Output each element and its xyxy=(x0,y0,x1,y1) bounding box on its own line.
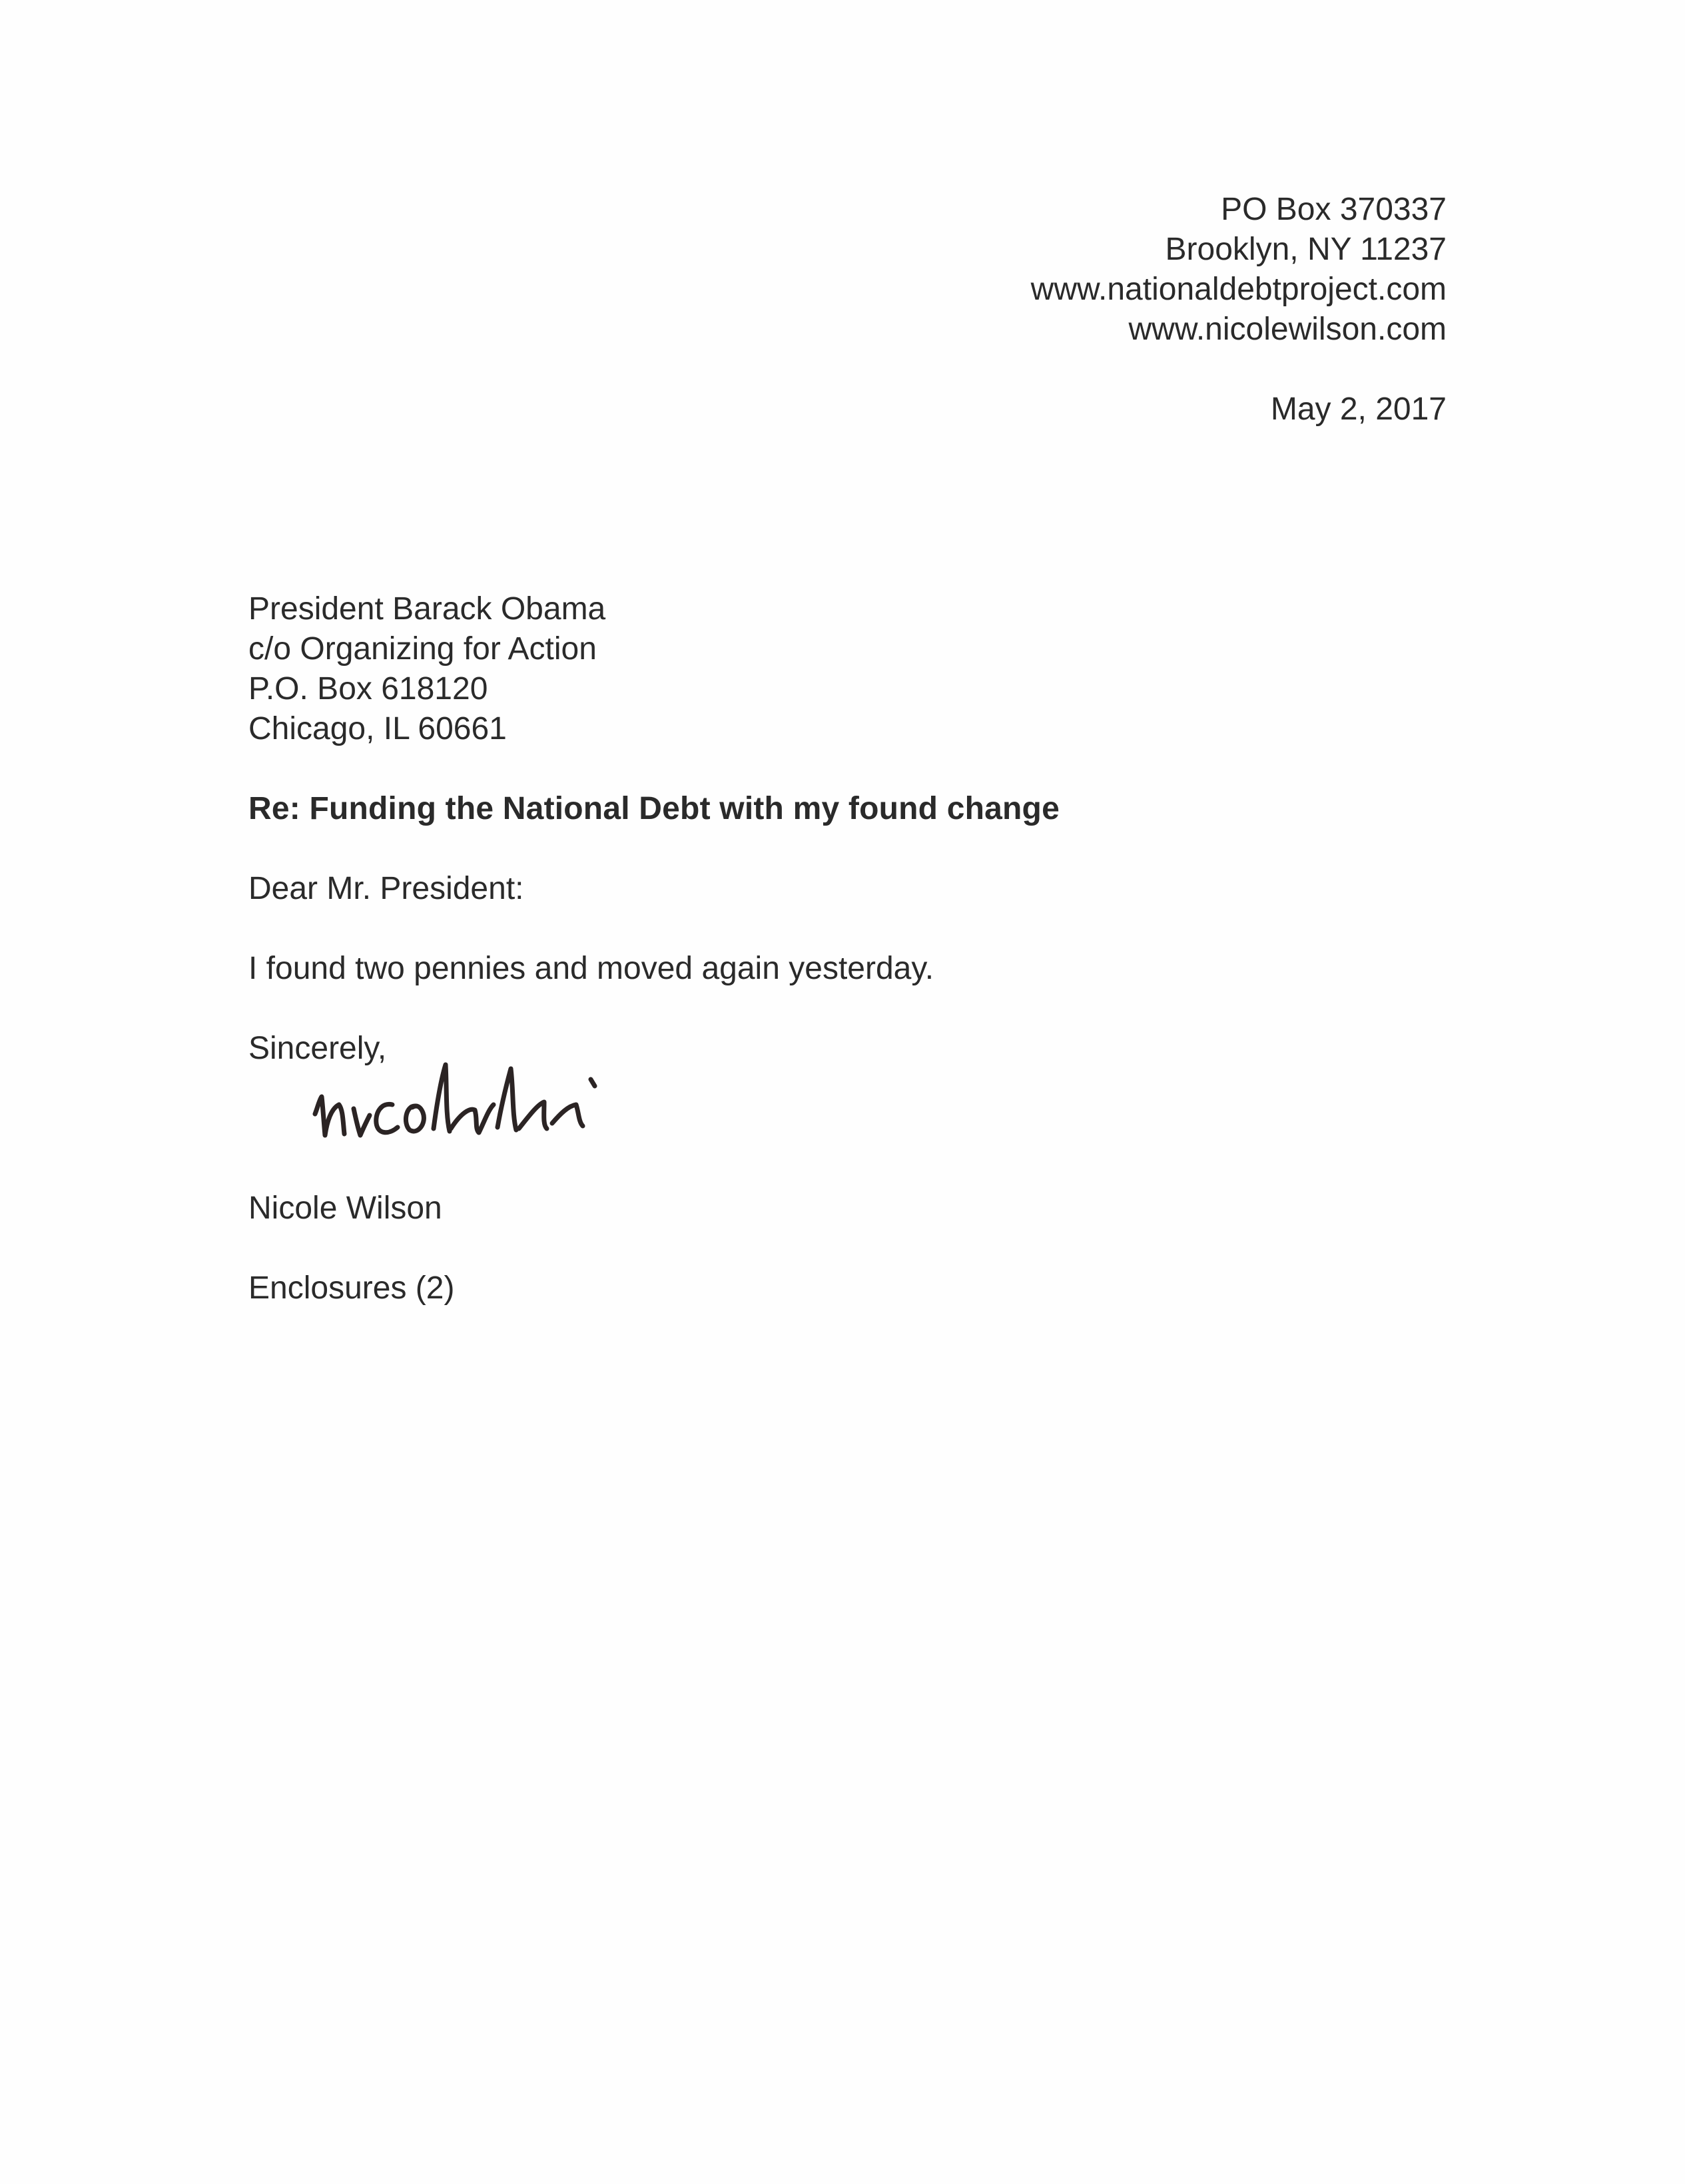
sender-address-line1: PO Box 370337 xyxy=(1221,192,1447,227)
body-paragraph: I found two pennies and moved again yesterday. xyxy=(248,951,934,986)
recipient-name: President Barack Obama xyxy=(248,591,606,627)
sender-address-line2: Brooklyn, NY 11237 xyxy=(1165,232,1447,267)
sender-website-2: www.nicolewilson.com xyxy=(1128,312,1447,347)
sender-address-block xyxy=(781,190,1447,350)
recipient-address-block xyxy=(248,589,605,749)
salutation: Dear Mr. President: xyxy=(248,871,524,906)
recipient-care-of: c/o Organizing for Action xyxy=(248,631,597,667)
letter-date: May 2, 2017 xyxy=(1270,392,1447,427)
closing: Sincerely, xyxy=(248,1031,387,1066)
recipient-city-state-zip: Chicago, IL 60661 xyxy=(248,711,507,746)
enclosures-note: Enclosures (2) xyxy=(248,1270,455,1306)
signer-name: Nicole Wilson xyxy=(248,1191,442,1226)
sender-website-1: www.nationaldebtproject.com xyxy=(1030,272,1447,307)
handwritten-signature xyxy=(303,1035,649,1155)
subject-line: Re: Funding the National Debt with my found change xyxy=(248,791,1060,826)
recipient-po-box: P.O. Box 618120 xyxy=(248,671,488,706)
